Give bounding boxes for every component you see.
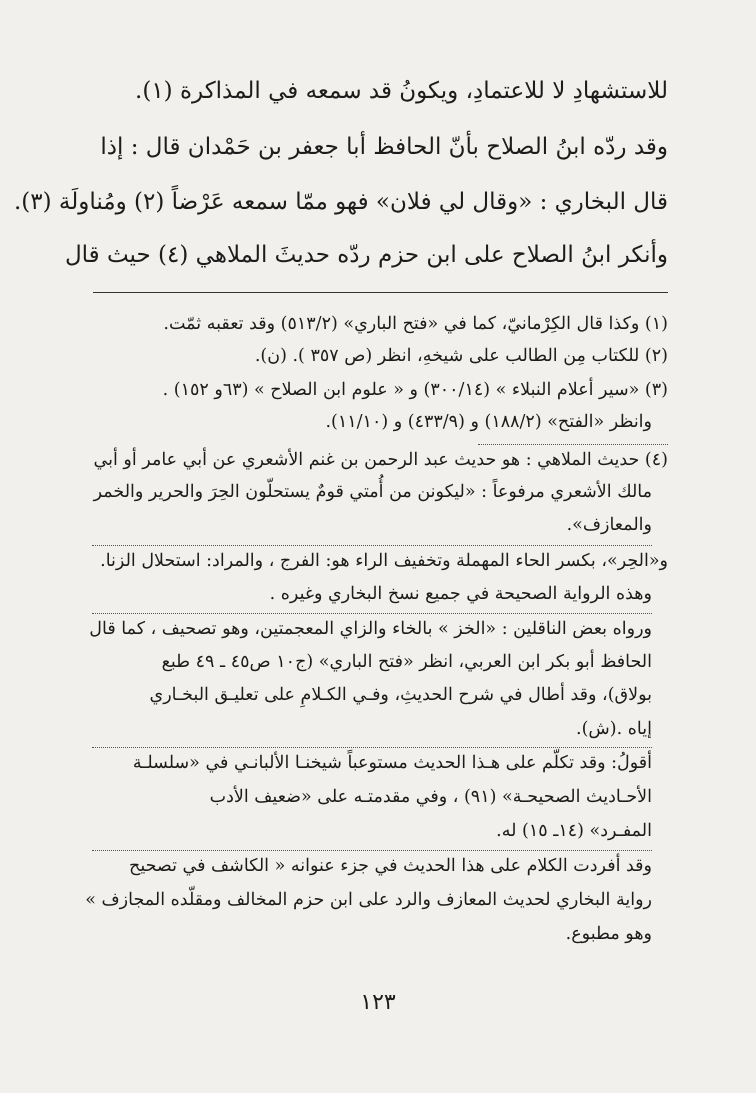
footnote-4h: بولاق)، وقد أطال في شرح الحديثِ، وفـي الكـلامِ على تعليـق البخـاري (149, 685, 652, 705)
main-line-3: قال البخاري : «وقال لي فلان» فهو ممّا سمعه عَرْضاً (٢) ومُناولَة (٣). (13, 189, 668, 215)
page-number: ١٢٣ (360, 990, 396, 1015)
footnote-4g: الحافظ أبو بكر ابن العربي، انظر «فتح الباري» (ج١٠ ص٤٥ ـ ٤٩ طبع (161, 652, 652, 672)
footnote-separator (478, 444, 668, 445)
footnote-4e: وهذه الرواية الصحيحة في جميع نسخ البخاري وغيره . (269, 584, 652, 604)
footnote-4a: (٤) حديث الملاهي : هو حديث عبد الرحمن بن غنم الأشعري عن أبي عامر أو أبي (93, 450, 668, 470)
main-line-1: للاستشهادِ لا للاعتمادِ، ويكونُ قد سمعه في المذاكرة (١). (135, 78, 668, 104)
footnote-3b: وانظر «الفتح» (١٨٨/٢) و (٤٣٣/٩) و (١١/١٠). (325, 412, 652, 432)
footnote-4i: إياه .(ش). (576, 719, 652, 739)
footnote-4j: أقولُ: وقد تكلّم على هـذا الحديث مستوعباً شيخنـا الألبانـي في «سلسلـة (132, 753, 652, 773)
footnote-1: (١) وكذا قال الكِرْمانيّ، كما في «فتح الباري» (٥١٣/٢) وقد تعقبه ثمّت. (163, 314, 668, 334)
footnote-4l: المفـرد» (١٤ـ ١٥) له. (496, 821, 652, 841)
footnote-separator-5 (92, 850, 652, 851)
footnote-4n: رواية البخاري لحديث المعازف والرد على ابن حزم المخالف ومقلّده المجازف » (85, 890, 652, 910)
footnote-4k: الأحـاديث الصحيحـة» (٩١) ، وفي مقدمتـه على «ضعيف الأدب (209, 787, 652, 807)
footnote-4c: والمعازف». (566, 515, 652, 535)
footnote-4f: ورواه بعض الناقلين : «الخز » بالخاء والزاي المعجمتين، وهو تصحيف ، كما قال (89, 619, 652, 639)
main-line-4: وأنكر ابنُ الصلاح على ابن حزم ردّه حديثَ الملاهي (٤) حيث قال (64, 242, 668, 268)
footnote-separator-3 (92, 613, 652, 614)
footnote-4b: مالك الأشعري مرفوعاً : «ليكونن من أُمتي قومٌ يستحلّون الحِرَ والحرير والخمر (93, 482, 652, 502)
main-line-2: وقد ردّه ابنُ الصلاح بأنّ الحافظ أبا جعفر بن حَمْدان قال : إذا (100, 134, 668, 160)
footnote-4d: و«الحِر»، بكسر الحاء المهملة وتخفيف الراء هو: الفرج ، والمراد: استحلال الزنا. (100, 551, 668, 571)
footnote-2: (٢) للكتاب مِن الطالب على شيخهِ، انظر (ص ٣٥٧ ). (ن). (254, 346, 668, 366)
footnote-4o: وهو مطبوع. (565, 924, 652, 944)
footnote-3a: (٣) «سير أعلام النبلاء » (٣٠٠/١٤) و « علوم ابن الصلاح » (٦٣و ١٥٢) . (162, 380, 668, 400)
footnote-separator-4 (92, 747, 652, 748)
footnote-separator-2 (92, 545, 652, 546)
footnote-divider (93, 292, 668, 293)
footnote-4m: وقد أفردت الكلام على هذا الحديث في جزء عنوانه « الكاشف في تصحيح (129, 856, 652, 876)
